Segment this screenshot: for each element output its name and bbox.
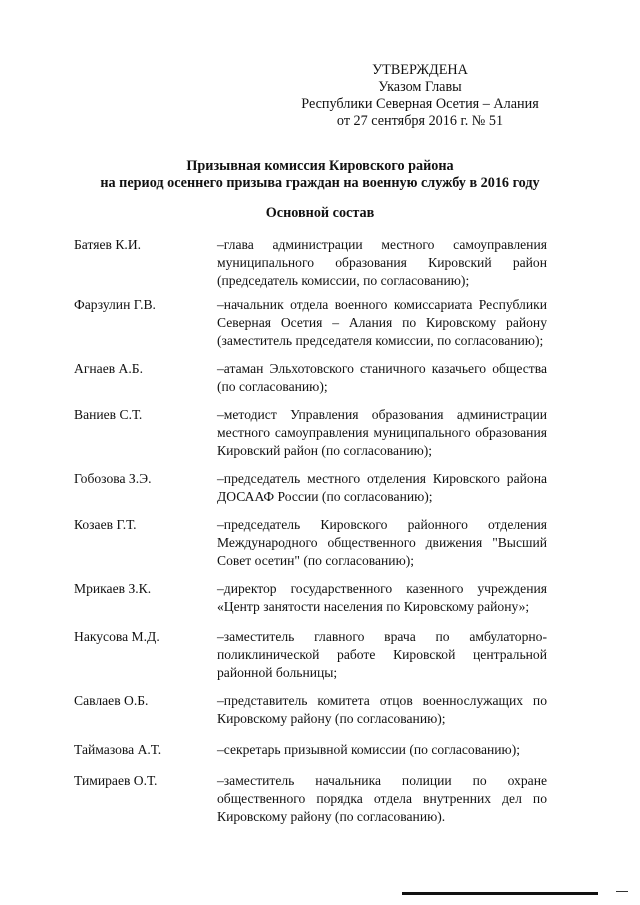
member-name: Гобозова З.Э. bbox=[74, 471, 152, 486]
member-role: –заместитель главного врача по амбулаторно-поликлинической работе Кировской центральной районной больницы; bbox=[217, 629, 547, 680]
approval-line-3: Республики Северная Осетия – Алания bbox=[301, 96, 539, 112]
approval-line-2: Указом Главы bbox=[378, 79, 462, 95]
member-role: –председатель Кировского районного отделения Международного общественного движения "Высший Совет осетин" (по согласованию); bbox=[217, 517, 547, 568]
title-line-1: Призывная комиссия Кировского района bbox=[186, 158, 454, 174]
member-name: Савлаев О.Б. bbox=[74, 693, 149, 708]
member-name: Ваниев С.Т. bbox=[74, 407, 143, 422]
member-role: –председатель местного отделения Кировского района ДОСААФ России (по согласованию); bbox=[217, 471, 547, 504]
member-role: –секретарь призывной комиссии (по согласованию); bbox=[217, 742, 520, 757]
approval-line-4: от 27 сентября 2016 г. № 51 bbox=[336, 113, 504, 129]
member-role: –начальник отдела военного комиссариата Республики Северная Осетия – Алания по Кировскому району (заместитель председателя комиссии, по согласованию); bbox=[217, 297, 547, 348]
approval-line-1: УТВЕРЖДЕНА bbox=[372, 62, 468, 78]
member-name: Накусова М.Д. bbox=[74, 629, 160, 644]
member-name: Фарзулин Г.В. bbox=[74, 297, 156, 312]
document-title bbox=[60, 158, 580, 192]
member-role: –директор государственного казенного учреждения «Центр занятости населения по Кировскому району»; bbox=[217, 581, 547, 614]
section-subtitle: Основной состав bbox=[265, 205, 375, 221]
member-role: –методист Управления образования администрации местного самоуправления муниципального образования Кировский район (по согласованию); bbox=[217, 407, 547, 458]
member-role: –глава администрации местного самоуправления муниципального образования Кировский район (председатель комиссии, по согласованию); bbox=[217, 237, 547, 288]
member-role: –заместитель начальника полиции по охране общественного порядка отдела внутренних дел по Кировскому району (по согласованию). bbox=[217, 773, 547, 824]
footer-dash bbox=[616, 891, 628, 892]
member-name: Таймазова А.Т. bbox=[74, 742, 162, 757]
member-name: Батяев К.И. bbox=[74, 237, 142, 252]
member-name: Мрикаев З.К. bbox=[74, 581, 152, 596]
title-line-2: на период осеннего призыва граждан на военную службу в 2016 году bbox=[100, 175, 540, 191]
member-role: –представитель комитета отцов военнослужащих по Кировскому району (по согласованию); bbox=[217, 693, 547, 726]
footer-rule bbox=[402, 892, 598, 895]
member-role: –атаман Эльхотовского станичного казачьего общества (по согласованию); bbox=[217, 361, 547, 394]
member-name: Козаев Г.Т. bbox=[74, 517, 137, 532]
member-name: Тимираев О.Т. bbox=[74, 773, 158, 788]
member-name: Агнаев А.Б. bbox=[74, 361, 143, 376]
approval-stamp bbox=[300, 62, 540, 130]
